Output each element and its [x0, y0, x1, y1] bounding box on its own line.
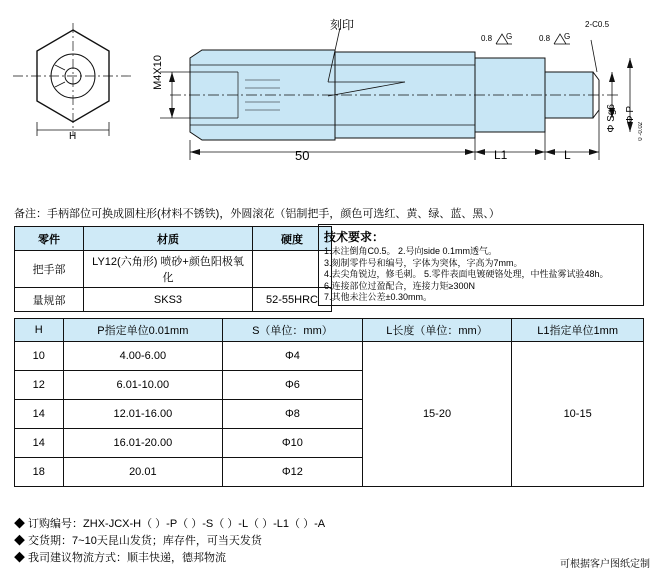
spec-head-s: S（单位：mm）: [223, 319, 363, 342]
tech-line-0: 1.未注倒角C0.5。 2.号向side 0.1mm透气。: [324, 246, 498, 256]
spec-cell-l1: 10-15: [512, 342, 644, 487]
footer-notes: [14, 516, 325, 567]
spec-head-l1: L1指定单位1mm: [512, 319, 644, 342]
spec-head-l: L长度（单位：mm）: [362, 319, 512, 342]
spec-cell-s-0: Φ4: [223, 342, 363, 371]
spec-cell-h-2: 14: [15, 400, 64, 429]
spec-cell-h-0: 10: [15, 342, 64, 371]
table-header-row: [15, 319, 644, 342]
spec-head-p: P指定单位0.01mm: [63, 319, 223, 342]
technical-requirements-box: [318, 224, 644, 306]
spec-cell-h-3: 14: [15, 429, 64, 458]
hex-H-label: H: [69, 131, 77, 142]
spec-cell-h-1: 12: [15, 371, 64, 400]
chamfer-corner-label: 2-C0.5: [585, 20, 610, 29]
spec-cell-p-3: 16.01-20.00: [63, 429, 223, 458]
mat-head-part: 零件: [15, 227, 84, 251]
spec-cell-s-1: Φ6: [223, 371, 363, 400]
remark-text: 备注：手柄部位可换成圆柱形(材料不锈铁)，外圆滚花（铝制把手，颜色可选红、黄、绿、蓝、黑、）: [14, 208, 500, 220]
spec-cell-p-1: 6.01-10.00: [63, 371, 223, 400]
mat-cell-material-1: SKS3: [84, 288, 253, 312]
footer-line-0: ◆ 订购编号：ZHX-JCX-H（ ）-P（ ）-S（ ）-L（ ）-L1（ ）-A: [14, 518, 326, 530]
dim-50-label: 50: [295, 148, 310, 163]
spec-head-h: H: [15, 319, 64, 342]
footer-line-1: ◆ 交货期：7~10天昆山发货；库存件，可当天发货: [14, 535, 262, 547]
mat-cell-hardness-1: 52-55HRC: [253, 288, 332, 312]
dim-L1-label: L1: [494, 148, 508, 162]
dim-L-label: L: [564, 148, 571, 162]
mat-cell-material-0: LY12(六角形) 喷砂+颜色阳极氧化: [84, 251, 253, 288]
mat-cell-part-0: 把手部: [15, 251, 84, 288]
mat-head-material: 材质: [84, 227, 253, 251]
dia-p-tolerance-label: 0 -0.02: [638, 122, 644, 141]
shaft-side-view: [150, 10, 650, 190]
chamfer-left-label: 0.8: [481, 34, 493, 43]
tech-line-4: 7.其他未注公差±0.30mm。: [324, 292, 432, 302]
tech-line-1: 3.刻制零件号和编号，字体为突体，字高为7mm。: [324, 257, 523, 268]
finish-mark-right-label: G: [564, 32, 571, 41]
thread-label: M4X10: [152, 55, 164, 90]
dia-s-label: Φ Sg6: [606, 104, 617, 133]
hex-cross-section-view: [8, 18, 138, 148]
table-row: [15, 227, 332, 251]
spec-cell-l: 15-20: [362, 342, 512, 487]
spec-cell-p-4: 20.01: [63, 458, 223, 487]
spec-cell-s-3: Φ10: [223, 429, 363, 458]
finish-mark-left-label: G: [506, 32, 513, 41]
spec-cell-h-4: 18: [15, 458, 64, 487]
tech-title: 技术要求：: [324, 230, 385, 244]
specification-table: [14, 318, 644, 487]
technical-drawing: [0, 0, 658, 200]
mat-cell-part-1: 量规部: [15, 288, 84, 312]
tech-line-2: 4.去尖角锐边，修毛刺。 5.零件表面电镀硬铬处理，中性盐雾试验48h。: [324, 269, 609, 279]
spec-cell-s-4: Φ12: [223, 458, 363, 487]
chamfer-right-label: 0.8: [539, 34, 551, 43]
table-row: [15, 288, 332, 312]
table-row: [15, 342, 644, 371]
table-row: [15, 251, 332, 288]
tech-line-3: 6.连接部位过盈配合，连接力矩≥300N: [324, 280, 475, 291]
footer-line-2: ◆ 我司建议物流方式：顺丰快递，德邦物流: [14, 552, 227, 564]
dia-p-label: Φ P: [625, 106, 636, 124]
material-table: [14, 226, 332, 312]
mat-head-hardness: 硬度: [253, 227, 332, 251]
spec-cell-p-2: 12.01-16.00: [63, 400, 223, 429]
spec-cell-p-0: 4.00-6.00: [63, 342, 223, 371]
spec-cell-s-2: Φ8: [223, 400, 363, 429]
marking-label: 刻印: [330, 18, 355, 32]
footer-right-note: 可根据客户图纸定制: [560, 559, 650, 570]
